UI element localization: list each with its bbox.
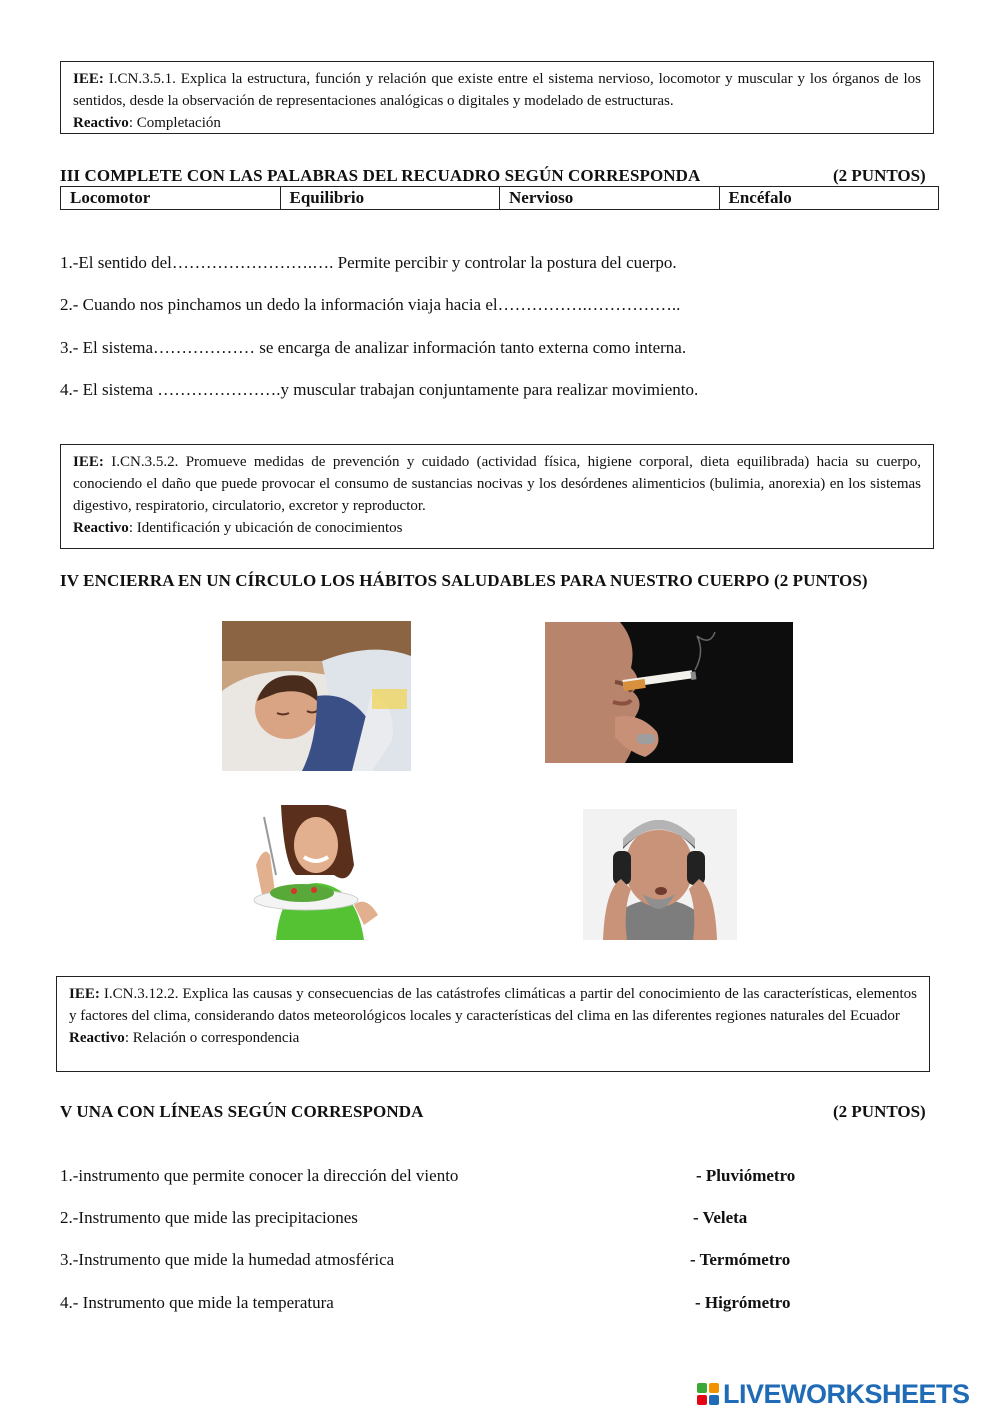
match-item-2[interactable]: 2.-Instrumento que mide las precipitaciones	[60, 1208, 358, 1227]
logo-icon	[697, 1383, 719, 1405]
fill-question-1[interactable]: 1.-El sentido del…………………….…. Permite percibir y controlar la postura del cuerpo.	[60, 253, 677, 272]
smoking-image[interactable]	[545, 622, 793, 763]
reactivo-label: Reactivo	[73, 115, 129, 131]
logo-square	[697, 1383, 707, 1393]
iee-text: I.CN.3.5.2. Promueve medidas de prevención y cuidado (actividad física, higiene corporal, dieta equilibrada) hacia su cuerpo, conociendo el daño que puede provocar el consumo de sustancias nocivas y los desórdenes alimenticios (bulimia, anorexia) en los sistemas digestivo, respiratorio, circulatorio, excretor y reproductor.	[73, 454, 921, 514]
section5-points: (2 PUNTOS)	[833, 1102, 926, 1121]
reactivo-text: : Identificación y ubicación de conocimientos	[128, 520, 403, 536]
match-answer-2[interactable]: - Veleta	[693, 1208, 748, 1227]
word-bank-item: Encéfalo	[719, 187, 939, 210]
iee-box-section3	[60, 61, 934, 134]
fill-question-2[interactable]: 2.- Cuando nos pinchamos un dedo la información viaja hacia el…………….……………..	[60, 295, 681, 314]
match-item-1[interactable]: 1.-instrumento que permite conocer la dirección del viento	[60, 1166, 459, 1185]
section3-heading: III COMPLETE CON LAS PALABRAS DEL RECUADRO SEGÚN CORRESPONDA	[60, 166, 701, 185]
section3-points: (2 PUNTOS)	[833, 166, 926, 185]
reactivo-label: Reactivo	[69, 1030, 125, 1046]
iee-label: IEE:	[69, 986, 100, 1002]
iee-text: I.CN.3.12.2. Explica las causas y consecuencias de las catástrofes climáticas a partir del conocimiento de las características, elementos y factores del clima, considerando datos meteorológicos locales y características del clima en las diferentes regiones naturales del Ecuador	[69, 986, 917, 1024]
liveworksheets-logo	[697, 1378, 970, 1410]
logo-text: LIVEWORKSHEETS	[723, 1378, 970, 1409]
iee-box-section5	[56, 976, 930, 1072]
logo-square	[709, 1383, 719, 1393]
word-bank-item: Locomotor	[61, 187, 281, 210]
fill-question-3[interactable]: 3.- El sistema……………… se encarga de analizar información tanto externa como interna.	[60, 338, 687, 357]
match-answer-1[interactable]: - Pluviómetro	[696, 1166, 796, 1185]
match-item-4[interactable]: 4.- Instrumento que mide la temperatura	[60, 1293, 334, 1312]
reactivo-label: Reactivo	[73, 520, 129, 536]
iee-text: I.CN.3.5.1. Explica la estructura, función y relación que existe entre el sistema nervioso, locomotor y muscular y los órganos de los sentidos, desde la observación de representaciones analógicas o digitales y modelado de estructuras.	[73, 71, 921, 109]
logo-square	[709, 1395, 719, 1405]
match-answer-3[interactable]: - Termómetro	[690, 1250, 791, 1269]
iee-label: IEE:	[73, 454, 104, 470]
word-bank-item: Equilibrio	[280, 187, 500, 210]
match-answer-4[interactable]: - Higrómetro	[695, 1293, 791, 1312]
eating-salad-image[interactable]	[236, 805, 398, 940]
reactivo-text: : Completación	[128, 115, 221, 131]
section4-heading: IV ENCIERRA EN UN CÍRCULO LOS HÁBITOS SALUDABLES PARA NUESTRO CUERPO (2 PUNTOS)	[60, 571, 868, 590]
reactivo-text: : Relación o correspondencia	[124, 1030, 300, 1046]
word-bank-item: Nervioso	[500, 187, 720, 210]
iee-box-section4	[60, 444, 934, 549]
word-bank-table	[60, 186, 939, 210]
fill-question-4[interactable]: 4.- El sistema ………………….y muscular trabajan conjuntamente para realizar movimiento.	[60, 380, 699, 399]
sleeping-child-image[interactable]	[222, 621, 411, 771]
headphones-image[interactable]	[583, 809, 737, 940]
match-item-3[interactable]: 3.-Instrumento que mide la humedad atmosférica	[60, 1250, 395, 1269]
iee-label: IEE:	[73, 71, 104, 87]
section5-heading: V UNA CON LÍNEAS SEGÚN CORRESPONDA	[60, 1102, 424, 1121]
logo-square	[697, 1395, 707, 1405]
